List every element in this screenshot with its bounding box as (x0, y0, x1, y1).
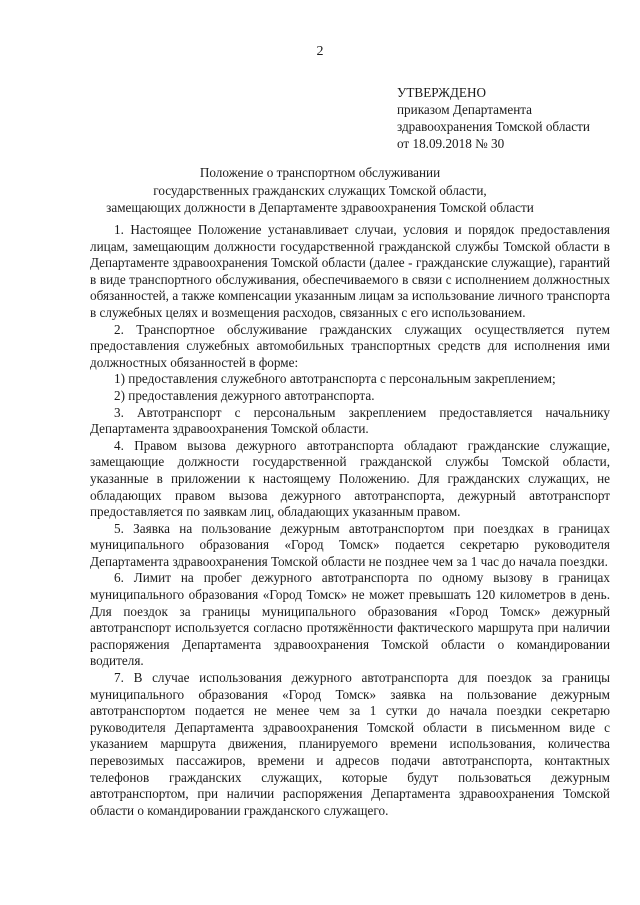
paragraph-5: 5. Заявка на пользование дежурным автотранспортом при поездках в границах муниципального образования «Город Томск» подается секретарю руководителя Департамента здравоохранения Томской области не позднее чем за 1 час до начала поездки. (90, 520, 610, 569)
paragraph-2-item-1: 1) предоставления служебного автотранспорта с персональным закреплением; (114, 371, 556, 387)
page-number: 2 (316, 44, 324, 59)
paragraph-1: 1. Настоящее Положение устанавливает случаи, условия и порядок предоставления лицам, замещающим должности государственной гражданской службы Томской области в Департаменте здравоохранения Томской области (далее - гражданские служащие), гарантий в виде транспортного обслуживания, обеспечиваемого в связи с исполнением должностных обязанностей, а также компенсации указанным лицам за использование личного транспорта в служебных целях и возмещения расходов, связанных с его использованием. (90, 222, 610, 320)
approval-line: здравоохранения Томской области (397, 119, 590, 134)
paragraph-6: 6. Лимит на пробег дежурного автотранспорта по одному вызову в границах муниципального образования «Город Томск» не может превышать 120 километров в день. Для поездок за границы муниципального образования «Город Томск» дежурный автотранспорт используется согласно протяжённости фактического маршрута при наличии распоряжения Департамента здравоохранения Томской области о командировании водителя. (90, 570, 610, 669)
paragraph-2-item-2: 2) предоставления дежурного автотранспорта. (114, 387, 375, 403)
paragraph-7: 7. В случае использования дежурного автотранспорта для поездок за границы муниципального образования «Город Томск» заявка на пользование дежурным автотранспортом подается не менее чем за 1 сутки до начала поездки секретарю руководителя Департамента здравоохранения Томской области в письменном виде с указанием маршрута движения, планируемого времени использования, количества перевозимых пассажиров, времени и адресов подачи автотранспорта, контактных телефонов гражданских служащих, которые будут пользоваться дежурным автотранспортом, при наличии распоряжения Департамента здравоохранения Томской области о командировании гражданского служащего. (90, 670, 610, 818)
title-line: замещающих должности в Департаменте здравоохранения Томской области (106, 200, 534, 215)
document-title (0, 164, 640, 217)
approval-stamp (397, 84, 590, 152)
paragraph-4: 4. Правом вызова дежурного автотранспорта обладают гражданские служащие, замещающие должности государственной гражданской службы Томской области, указанные в приложении к настоящему Положению. Для гражданских служащих, не обладающих правом вызова дежурного автотранспорта, дежурный автотранспорт предоставляется по заявкам лиц, обладающих указанным правом. (90, 437, 610, 520)
approval-line: приказом Департамента (397, 102, 533, 117)
approval-heading: УТВЕРЖДЕНО (397, 85, 487, 100)
paragraph-2: 2. Транспортное обслуживание гражданских служащих осуществляется путем предоставления служебных автомобильных транспортных средств для исполнения ими должностных обязанностей в форме: (90, 321, 610, 370)
document-body (90, 222, 610, 819)
title-line: Положение о транспортном обслуживании (199, 165, 441, 180)
paragraph-3: 3. Автотранспорт с персональным закреплением предоставляется начальнику Департамента здравоохранения Томской области. (90, 404, 610, 437)
title-line: государственных гражданских служащих Томской области, (153, 182, 487, 198)
approval-date: от 18.09.2018 № 30 (397, 136, 505, 151)
